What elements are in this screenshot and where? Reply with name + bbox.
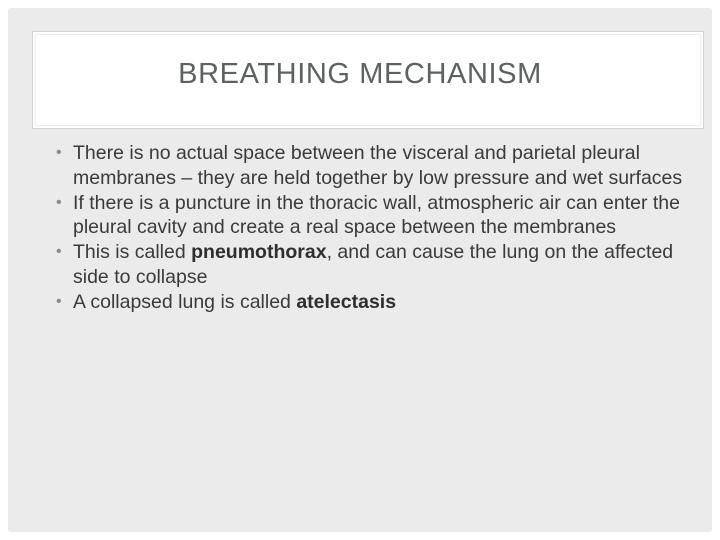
- bullet-item-no-actual-space: [56, 141, 696, 191]
- bullet-text-lead: This is called: [73, 241, 192, 264]
- bullet-item-pneumothorax: [56, 240, 696, 290]
- bullet-item-atelectasis: [56, 290, 696, 315]
- bullet-text-tail: , and can cause the lung on the affected side to collapse: [73, 241, 674, 288]
- term-atelectasis: atelectasis: [296, 290, 397, 313]
- bullet-marker: •: [56, 193, 62, 211]
- bullet-item-puncture: [56, 191, 696, 241]
- term-pneumothorax: pneumothorax: [191, 241, 327, 264]
- bullet-text: If there is a puncture in the thoracic wall, atmospheric air can enter the pleural cavity and create a real space between the membranes: [73, 191, 680, 239]
- bullet-text-lead: A collapsed lung is called: [73, 290, 297, 313]
- slide-title: BREATHING MECHANISM: [178, 58, 542, 90]
- bullet-marker: •: [56, 144, 62, 161]
- bullet-marker: •: [56, 292, 62, 310]
- bullet-text: [73, 241, 673, 288]
- bullet-marker: •: [56, 243, 62, 261]
- bullet-text: There is no actual space between the visceral and parietal pleural membranes – they are held together by low pressure and wet surfaces: [73, 142, 683, 189]
- bullet-text: [73, 291, 396, 313]
- bullet-list: [56, 141, 696, 315]
